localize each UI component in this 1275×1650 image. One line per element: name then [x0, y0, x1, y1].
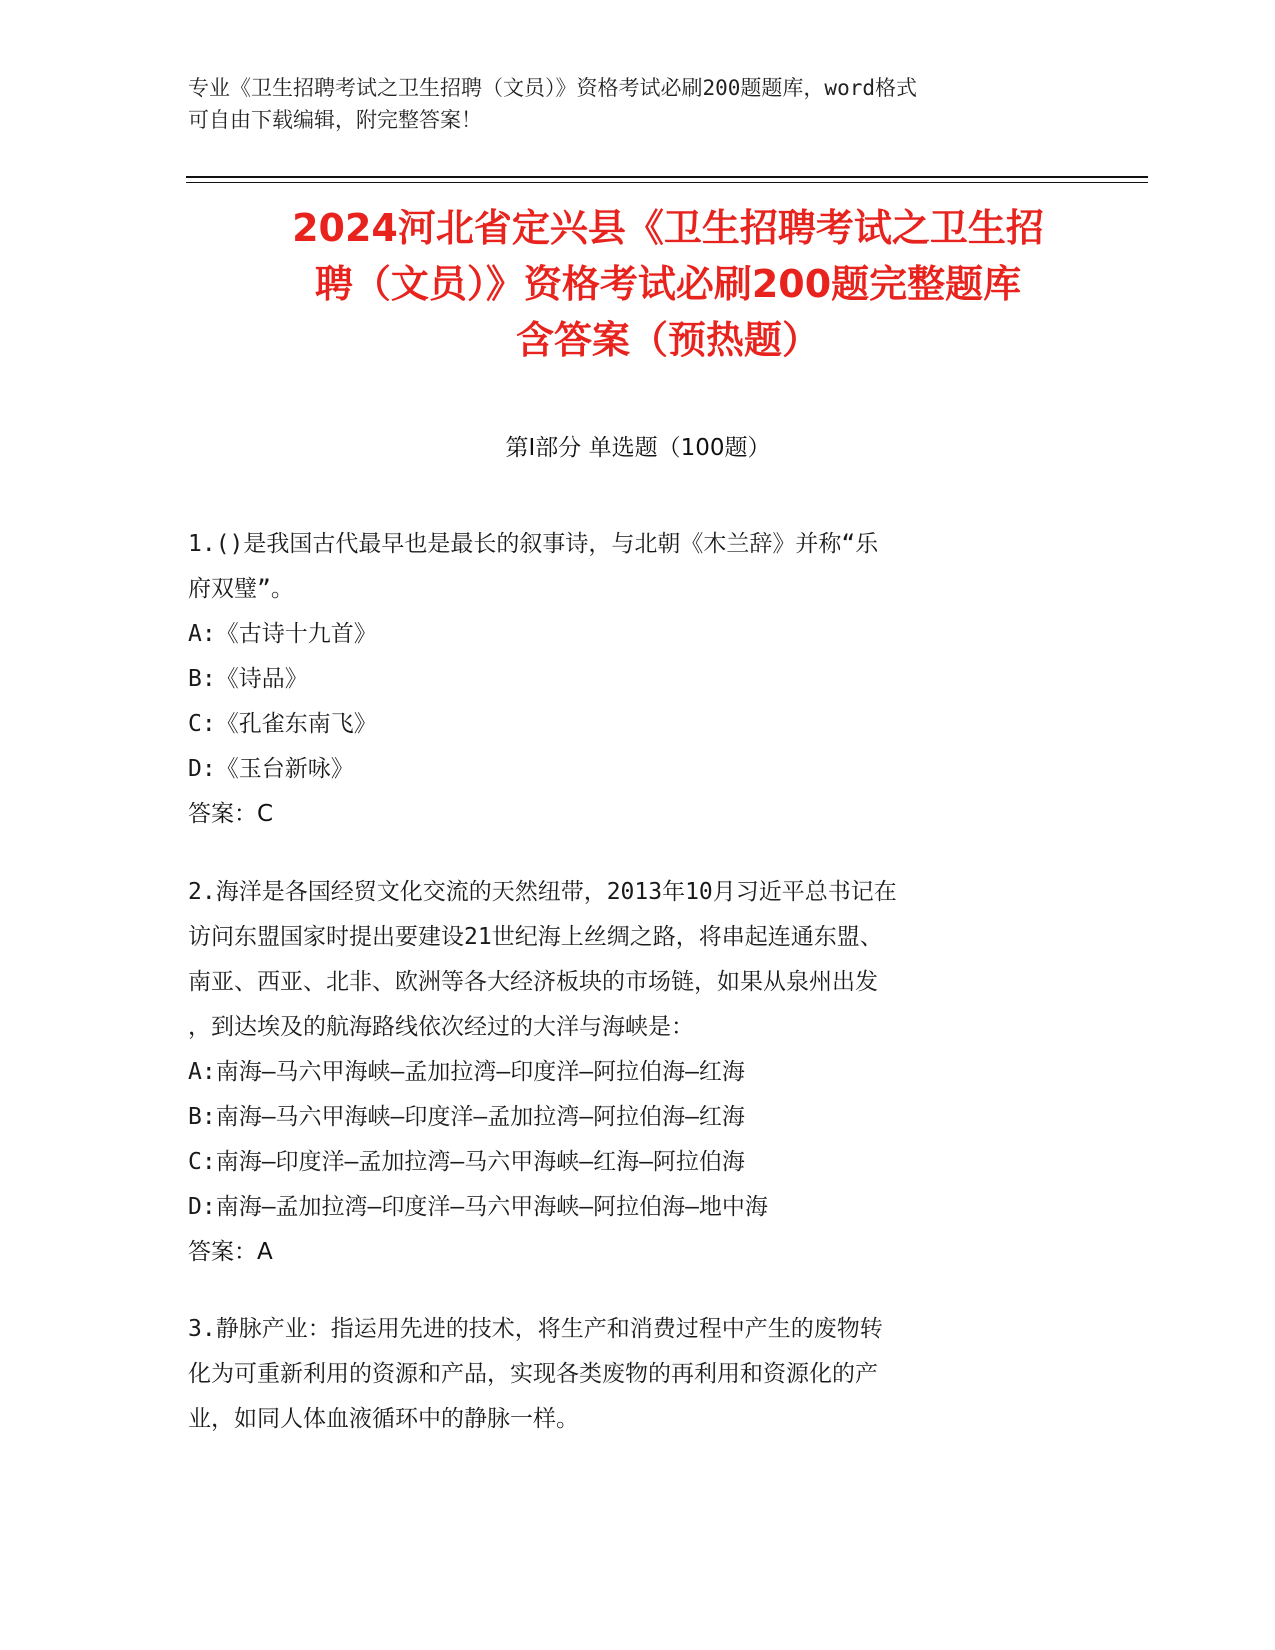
answer-label: 答案：A [188, 1239, 273, 1265]
option-b: B:《诗品》 [188, 666, 308, 692]
question-stem-line: 访问东盟国家时提出要建设21世纪海上丝绸之路，将串起连通东盟、 [188, 924, 883, 950]
header-divider-thin [186, 182, 1148, 183]
option-a: A:《古诗十九首》 [188, 621, 377, 647]
section-heading: 第Ⅰ部分 单选题（100题） [505, 435, 771, 461]
question-stem-line: 南亚、西亚、北非、欧洲等各大经济板块的市场链，如果从泉州出发 [188, 969, 878, 995]
option-c: C:南海—印度洋—孟加拉湾—马六甲海峡—红海—阿拉伯海 [188, 1149, 745, 1175]
question-stem-line: 业，如同人体血液循环中的静脉一样。 [188, 1406, 579, 1432]
question-stem-line: 1.()是我国古代最早也是最长的叙事诗，与北朝《木兰辞》并称“乐 [188, 531, 879, 557]
question-stem-line: 府双璧”。 [188, 576, 294, 602]
answer-label: 答案：C [188, 801, 274, 827]
question-block [188, 1307, 1088, 1442]
document-title-line: 2024河北省定兴县《卫生招聘考试之卫生招 [292, 206, 1044, 250]
header-note [188, 72, 1088, 136]
question-stem-line: ，到达埃及的航海路线依次经过的大洋与海峡是： [188, 1014, 694, 1040]
document-title [158, 200, 1178, 368]
question-block [188, 522, 1088, 837]
question-block [188, 870, 1088, 1275]
question-stem-line: 3.静脉产业：指运用先进的技术，将生产和消费过程中产生的废物转 [188, 1316, 883, 1342]
header-note-line: 可自由下载编辑，附完整答案！ [188, 108, 482, 132]
option-d: D:南海—孟加拉湾—印度洋—马六甲海峡—阿拉伯海—地中海 [188, 1194, 768, 1220]
option-a: A:南海—马六甲海峡—孟加拉湾—印度洋—阿拉伯海—红海 [188, 1059, 745, 1085]
document-page [188, 0, 1148, 1650]
option-c: C:《孔雀东南飞》 [188, 711, 377, 737]
question-stem-line: 化为可重新利用的资源和产品，实现各类废物的再利用和资源化的产 [188, 1361, 878, 1387]
header-divider-thick [186, 176, 1148, 178]
option-d: D:《玉台新咏》 [188, 756, 354, 782]
document-title-line: 含答案（预热题） [515, 318, 820, 362]
header-note-line: 专业《卫生招聘考试之卫生招聘（文员）》资格考试必刷200题题库，word格式 [188, 76, 917, 100]
option-b: B:南海—马六甲海峡—印度洋—孟加拉湾—阿拉伯海—红海 [188, 1104, 745, 1130]
question-stem-line: 2.海洋是各国经贸文化交流的天然纽带，2013年10月习近平总书记在 [188, 879, 897, 905]
document-title-line: 聘（文员）》资格考试必刷200题完整题库 [314, 262, 1022, 306]
